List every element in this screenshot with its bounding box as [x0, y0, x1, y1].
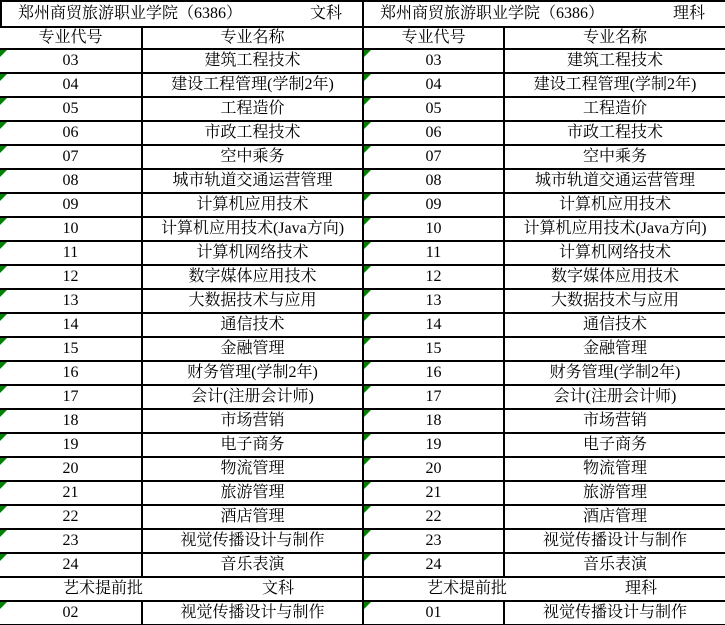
error-indicator-icon: [0, 146, 7, 153]
error-indicator-icon: [364, 386, 371, 393]
table-row: [364, 410, 725, 434]
major-code: 18: [425, 412, 442, 429]
major-code: 01: [425, 604, 442, 621]
error-indicator-icon: [364, 338, 371, 345]
table-row: [0, 194, 362, 218]
error-indicator-icon: [364, 506, 371, 513]
batch-label: 艺术提前批: [63, 580, 144, 597]
major-code: 07: [425, 148, 442, 165]
table-row: [0, 410, 362, 434]
table-row: [0, 554, 362, 578]
major-code-cell[interactable]: [0, 506, 143, 528]
major-name-cell[interactable]: 旅游管理: [220, 484, 285, 501]
major-code-cell[interactable]: [0, 50, 143, 72]
major-code-cell[interactable]: [364, 266, 505, 288]
major-name-cell[interactable]: 城市轨道交通运营管理: [534, 172, 695, 189]
table-row: [0, 314, 362, 338]
major-code-cell[interactable]: [364, 338, 505, 360]
major-code: 10: [425, 220, 442, 237]
major-code-cell[interactable]: [0, 290, 143, 312]
major-code: 14: [62, 316, 79, 333]
section-track-label: 理科: [624, 580, 657, 597]
major-code-cell[interactable]: [0, 122, 143, 144]
table-row: [0, 602, 362, 625]
major-code: 15: [425, 340, 442, 357]
error-indicator-icon: [364, 266, 371, 273]
major-code-cell[interactable]: [0, 458, 143, 480]
table-row: [364, 338, 725, 362]
major-name-cell[interactable]: 音乐表演: [582, 556, 647, 573]
col-header-code[interactable]: 专业代号: [0, 28, 143, 48]
major-name-cell[interactable]: 数字媒体应用技术: [188, 268, 317, 285]
error-indicator-icon: [364, 218, 371, 225]
section-row[interactable]: [0, 578, 362, 602]
error-indicator-icon: [364, 434, 371, 441]
major-code: 20: [62, 460, 79, 477]
major-name-cell[interactable]: 空中乘务: [582, 148, 647, 165]
major-code: 18: [62, 412, 79, 429]
section-track-label: 文科: [261, 580, 294, 597]
admissions-table: [362, 0, 725, 625]
error-indicator-icon: [364, 194, 371, 201]
major-code-cell[interactable]: [0, 362, 143, 384]
table-row: [0, 98, 362, 122]
table-row: [0, 266, 362, 290]
major-name-cell[interactable]: 数字媒体应用技术: [550, 268, 679, 285]
major-name-cell[interactable]: 旅游管理: [582, 484, 647, 501]
major-code-cell[interactable]: [364, 530, 505, 552]
major-name-cell[interactable]: 市场营销: [582, 412, 647, 429]
error-indicator-icon: [0, 98, 7, 105]
table-row: [364, 170, 725, 194]
major-code: 24: [425, 556, 442, 573]
table-row: [364, 290, 725, 314]
major-code: 13: [62, 292, 79, 309]
header-row: [364, 28, 725, 50]
title-row[interactable]: [364, 2, 725, 28]
table-row: [364, 362, 725, 386]
major-code-cell[interactable]: [364, 506, 505, 528]
table-rows: [364, 50, 725, 578]
table-row: [364, 74, 725, 98]
major-name-cell[interactable]: 视觉传播设计与制作: [542, 532, 687, 549]
major-name-cell[interactable]: 会计(注册会计师): [191, 388, 314, 405]
major-code: 14: [425, 316, 442, 333]
table-row: [364, 50, 725, 74]
major-name-cell[interactable]: 计算机网络技术: [196, 244, 309, 261]
table-row: [364, 98, 725, 122]
major-code-cell[interactable]: [364, 194, 505, 216]
major-name-cell[interactable]: 电子商务: [582, 436, 647, 453]
major-code-cell[interactable]: [0, 194, 143, 216]
error-indicator-icon: [0, 410, 7, 417]
major-name-cell[interactable]: 城市轨道交通运营管理: [172, 172, 333, 189]
table-row: [364, 482, 725, 506]
major-code: 21: [62, 484, 79, 501]
batch-label: 艺术提前批: [427, 580, 508, 597]
error-indicator-icon: [0, 386, 7, 393]
table-row: [0, 338, 362, 362]
error-indicator-icon: [0, 194, 7, 201]
section-rows: [364, 602, 725, 625]
major-code-cell[interactable]: [0, 242, 143, 264]
major-code-cell[interactable]: [0, 146, 143, 168]
major-code-cell[interactable]: [364, 362, 505, 384]
major-code-cell[interactable]: [364, 554, 505, 576]
major-code: 21: [425, 484, 442, 501]
major-code-cell[interactable]: [364, 98, 505, 120]
major-code: 05: [62, 100, 79, 117]
error-indicator-icon: [0, 362, 7, 369]
table-row: [364, 386, 725, 410]
error-indicator-icon: [0, 170, 7, 177]
error-indicator-icon: [0, 506, 7, 513]
table-row: [0, 506, 362, 530]
major-code: 11: [62, 244, 79, 261]
major-code-cell[interactable]: [364, 290, 505, 312]
major-name-cell[interactable]: 市政工程技术: [566, 124, 663, 141]
error-indicator-icon: [0, 218, 7, 225]
table-row: [0, 170, 362, 194]
major-code: 17: [425, 388, 442, 405]
major-name-cell[interactable]: 金融管理: [582, 340, 647, 357]
col-header-name[interactable]: 专业名称: [582, 29, 647, 46]
major-code-cell[interactable]: [0, 338, 143, 360]
major-name-cell[interactable]: 电子商务: [220, 436, 285, 453]
major-code-cell[interactable]: [364, 410, 505, 432]
table-row: [364, 602, 725, 625]
major-name-cell[interactable]: 建设工程管理(学制2年): [533, 76, 697, 93]
table-row: [0, 74, 362, 98]
major-code-cell[interactable]: [0, 74, 143, 96]
major-name-cell[interactable]: 会计(注册会计师): [553, 388, 677, 405]
title-row[interactable]: [0, 2, 362, 28]
major-code: 10: [62, 220, 79, 237]
error-indicator-icon: [364, 314, 371, 321]
major-code-cell[interactable]: [364, 50, 505, 72]
major-code: 16: [62, 364, 79, 381]
error-indicator-icon: [364, 530, 371, 537]
major-name-cell[interactable]: 物流管理: [220, 460, 285, 477]
major-code: 11: [425, 244, 442, 261]
major-code: 22: [425, 508, 442, 525]
table-row: [364, 506, 725, 530]
major-code: 19: [62, 436, 79, 453]
major-code: 20: [425, 460, 442, 477]
error-indicator-icon: [364, 482, 371, 489]
table-row: [364, 266, 725, 290]
major-code-cell[interactable]: [364, 314, 505, 336]
major-name-cell[interactable]: 视觉传播设计与制作: [180, 604, 325, 621]
error-indicator-icon: [364, 74, 371, 81]
major-code-cell[interactable]: [364, 74, 505, 96]
major-code: 04: [425, 76, 442, 93]
major-code-cell[interactable]: [0, 170, 143, 192]
error-indicator-icon: [0, 290, 7, 297]
table-row: [364, 122, 725, 146]
error-indicator-icon: [0, 50, 7, 57]
major-code: 06: [425, 124, 442, 141]
major-code: 15: [62, 340, 79, 357]
major-name-cell[interactable]: 视觉传播设计与制作: [180, 532, 325, 549]
major-code-cell[interactable]: [0, 266, 143, 288]
table-row: [364, 554, 725, 578]
major-name-cell[interactable]: 财务管理(学制2年): [187, 364, 318, 381]
error-indicator-icon: [0, 434, 7, 441]
table-row: [0, 242, 362, 266]
error-indicator-icon: [364, 98, 371, 105]
major-code: 06: [62, 124, 79, 141]
major-code-cell[interactable]: [364, 434, 505, 456]
major-code-cell[interactable]: [364, 218, 505, 240]
table-row: [364, 458, 725, 482]
major-code: 07: [62, 148, 79, 165]
major-name-cell[interactable]: 计算机网络技术: [558, 244, 671, 261]
error-indicator-icon: [0, 266, 7, 273]
major-code-cell[interactable]: [0, 554, 143, 576]
major-code: 22: [62, 508, 79, 525]
error-indicator-icon: [364, 554, 371, 561]
major-code-cell[interactable]: [0, 98, 143, 120]
table-row: [0, 290, 362, 314]
table-title: 郑州商贸旅游职业学院（6386）: [380, 5, 605, 22]
major-name-cell[interactable]: 建筑工程技术: [204, 52, 301, 69]
major-name-cell[interactable]: 通信技术: [582, 316, 647, 333]
major-name-cell[interactable]: 建设工程管理(学制2年): [171, 76, 334, 93]
major-code: 03: [62, 52, 79, 69]
error-indicator-icon: [364, 146, 371, 153]
major-code: 23: [62, 532, 79, 549]
error-indicator-icon: [364, 50, 371, 57]
error-indicator-icon: [364, 242, 371, 249]
table-row: [0, 386, 362, 410]
error-indicator-icon: [364, 602, 371, 609]
major-code-cell[interactable]: [364, 146, 505, 168]
major-name-cell[interactable]: 视觉传播设计与制作: [542, 604, 687, 621]
table-row: [0, 530, 362, 554]
error-indicator-icon: [364, 458, 371, 465]
major-code: 13: [425, 292, 442, 309]
major-code: 05: [425, 100, 442, 117]
table-row: [364, 434, 725, 458]
major-code: 17: [62, 388, 79, 405]
major-code-cell[interactable]: [0, 602, 143, 624]
major-name-cell[interactable]: 计算机应用技术: [558, 196, 671, 213]
major-name-cell[interactable]: 酒店管理: [582, 508, 647, 525]
major-code: 02: [62, 604, 79, 621]
error-indicator-icon: [0, 314, 7, 321]
major-code: 09: [425, 196, 442, 213]
error-indicator-icon: [364, 122, 371, 129]
major-code: 12: [62, 268, 79, 285]
major-code: 24: [62, 556, 79, 573]
table-row: [364, 218, 725, 242]
error-indicator-icon: [0, 122, 7, 129]
error-indicator-icon: [364, 410, 371, 417]
table-row: [0, 50, 362, 74]
major-name-cell[interactable]: 计算机应用技术(Java方向): [160, 220, 345, 237]
table-row: [0, 458, 362, 482]
major-code: 16: [425, 364, 442, 381]
major-code: 04: [62, 76, 79, 93]
major-code: 23: [425, 532, 442, 549]
major-name-cell[interactable]: 市政工程技术: [204, 124, 301, 141]
major-name-cell[interactable]: 酒店管理: [220, 508, 285, 525]
table-title: 郑州商贸旅游职业学院（6386）: [18, 5, 243, 22]
table-row: [0, 122, 362, 146]
major-name-cell[interactable]: 建筑工程技术: [566, 52, 663, 69]
major-name-cell[interactable]: 工程造价: [220, 100, 285, 117]
major-code-cell[interactable]: [0, 314, 143, 336]
major-code-cell[interactable]: [364, 458, 505, 480]
major-name-cell[interactable]: 物流管理: [582, 460, 647, 477]
error-indicator-icon: [0, 242, 7, 249]
table-row: [0, 434, 362, 458]
major-name-cell[interactable]: 大数据技术与应用: [550, 292, 679, 309]
track-label: 理科: [672, 5, 705, 22]
error-indicator-icon: [0, 602, 7, 609]
table-row: [364, 146, 725, 170]
error-indicator-icon: [364, 290, 371, 297]
admissions-table: [0, 0, 362, 625]
major-code: 08: [62, 172, 79, 189]
col-header-code[interactable]: 专业代号: [364, 28, 505, 48]
major-name-cell[interactable]: 通信技术: [220, 316, 285, 333]
major-name-cell[interactable]: 计算机应用技术: [196, 196, 309, 213]
section-row[interactable]: [364, 578, 725, 602]
major-name-cell[interactable]: 金融管理: [220, 340, 285, 357]
table-row: [364, 242, 725, 266]
section-rows: [0, 602, 362, 625]
error-indicator-icon: [0, 554, 7, 561]
major-code-cell[interactable]: [364, 122, 505, 144]
major-code-cell[interactable]: [364, 170, 505, 192]
major-code-cell[interactable]: [0, 434, 143, 456]
major-name-cell[interactable]: 工程造价: [582, 100, 647, 117]
table-row: [0, 218, 362, 242]
table-row: [364, 314, 725, 338]
major-code: 09: [62, 196, 79, 213]
track-label: 文科: [309, 5, 342, 22]
table-row: [364, 530, 725, 554]
error-indicator-icon: [364, 362, 371, 369]
major-code-cell[interactable]: [0, 218, 143, 240]
table-row: [0, 482, 362, 506]
table-rows: [0, 50, 362, 578]
major-code-cell[interactable]: [364, 482, 505, 504]
major-code-cell[interactable]: [0, 410, 143, 432]
major-code: 19: [425, 436, 442, 453]
major-name-cell[interactable]: 大数据技术与应用: [188, 292, 317, 309]
header-row: [0, 28, 362, 50]
table-row: [0, 362, 362, 386]
table-row: [0, 146, 362, 170]
major-name-cell[interactable]: 空中乘务: [220, 148, 285, 165]
table-row: [364, 194, 725, 218]
major-code-cell[interactable]: [364, 602, 505, 624]
error-indicator-icon: [0, 530, 7, 537]
major-code-cell[interactable]: [364, 386, 505, 408]
error-indicator-icon: [0, 338, 7, 345]
major-name-cell[interactable]: 计算机应用技术(Java方向): [523, 220, 707, 237]
error-indicator-icon: [364, 170, 371, 177]
major-code-cell[interactable]: [364, 242, 505, 264]
major-name-cell[interactable]: 音乐表演: [220, 556, 285, 573]
error-indicator-icon: [0, 74, 7, 81]
major-code: 12: [425, 268, 442, 285]
major-code: 08: [425, 172, 442, 189]
major-code-cell[interactable]: [0, 530, 143, 552]
col-header-name[interactable]: 专业名称: [220, 29, 285, 46]
major-name-cell[interactable]: 财务管理(学制2年): [549, 364, 681, 381]
major-code: 03: [425, 52, 442, 69]
error-indicator-icon: [0, 482, 7, 489]
major-name-cell[interactable]: 市场营销: [220, 412, 285, 429]
error-indicator-icon: [0, 458, 7, 465]
major-code-cell[interactable]: [0, 482, 143, 504]
major-code-cell[interactable]: [0, 386, 143, 408]
